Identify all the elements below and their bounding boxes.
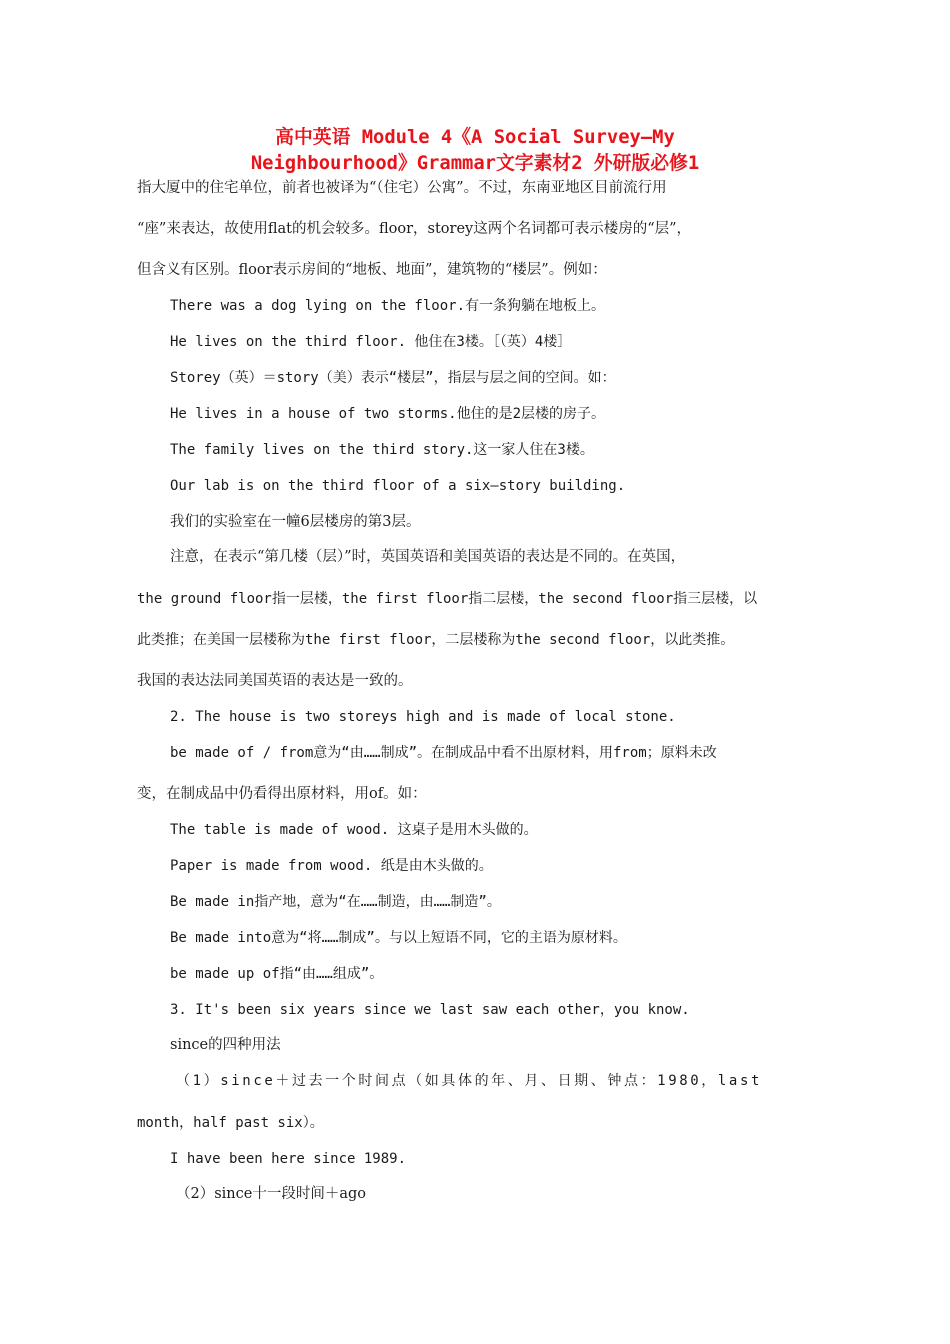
section-heading: 3. It's been six years since we last saw each other，you know. xyxy=(170,1002,690,1018)
paragraph-line: 注意，在表示“第几楼（层）”时，英国英语和美国英语的表达是不同的。在英国， xyxy=(170,549,686,565)
paragraph-line: （2）since十一段时间＋ago xyxy=(176,1186,367,1202)
section-heading: 2. The house is two storeys high and is made of local stone. xyxy=(170,709,676,725)
paragraph-line: be made of / from意为“由……制成”。在制成品中看不出原材料，用from；原料未改 xyxy=(170,745,717,761)
example-sentence: Our lab is on the third floor of a six—story building. xyxy=(170,478,626,494)
paragraph-line: Be made into意为“将……制成”。与以上短语不同，它的主语为原材料。 xyxy=(170,930,627,946)
paragraph-line: 我国的表达法同美国英语的表达是一致的。 xyxy=(137,673,413,689)
document-title-line-1: 高中英语 Module 4《A Social Survey—My xyxy=(275,126,675,148)
paragraph-line: 指大厦中的住宅单位，前者也被译为“（住宅）公寓”。不过，东南亚地区目前流行用 xyxy=(137,180,667,196)
example-sentence: There was a dog lying on the floor.有一条狗躺在地板上。 xyxy=(170,298,606,314)
example-sentence: He lives on the third floor. 他住在3楼。［（英）4楼］ xyxy=(170,334,572,350)
example-sentence: Paper is made from wood. 纸是由木头做的。 xyxy=(170,858,493,874)
paragraph-line: “座”来表达，故使用flat的机会较多。floor，storey这两个名词都可表示楼房的“层”， xyxy=(137,221,692,237)
document-title-line-2: Neighbourhood》Grammar文字素材2 外研版必修1 xyxy=(250,152,700,174)
example-translation: 我们的实验室在一幢6层楼房的第3层。 xyxy=(170,514,421,530)
paragraph-line: 但含义有区别。floor表示房间的“地板、地面”，建筑物的“楼层”。例如： xyxy=(137,262,607,278)
paragraph-line: be made up of指“由……组成”。 xyxy=(170,966,384,982)
paragraph-line: the ground floor指一层楼，the first floor指二层楼，the second floor指三层楼，以 xyxy=(137,591,758,607)
paragraph-line: Storey（英）＝story（美）表示“楼层”，指层与层之间的空间。如： xyxy=(170,370,616,386)
paragraph-line: 此类推；在美国一层楼称为the first floor，二层楼称为the second floor，以此类推。 xyxy=(137,632,735,648)
paragraph-line: （1）since＋过去一个时间点（如具体的年、月、日期、钟点：1980，last xyxy=(176,1073,762,1089)
example-sentence: He lives in a house of two storms.他住的是2层楼的房子。 xyxy=(170,406,606,422)
example-sentence: The family lives on the third story.这一家人住在3楼。 xyxy=(170,442,594,458)
paragraph-line: 变，在制成品中仍看得出原材料，用of。如： xyxy=(137,786,427,802)
example-sentence: I have been here since 1989. xyxy=(170,1151,407,1167)
paragraph-line: since的四种用法 xyxy=(170,1037,281,1053)
paragraph-line: Be made in指产地，意为“在……制造，由……制造”。 xyxy=(170,894,501,910)
example-sentence: The table is made of wood. 这桌子是用木头做的。 xyxy=(170,822,538,838)
paragraph-line: month，half past six）。 xyxy=(137,1115,324,1131)
